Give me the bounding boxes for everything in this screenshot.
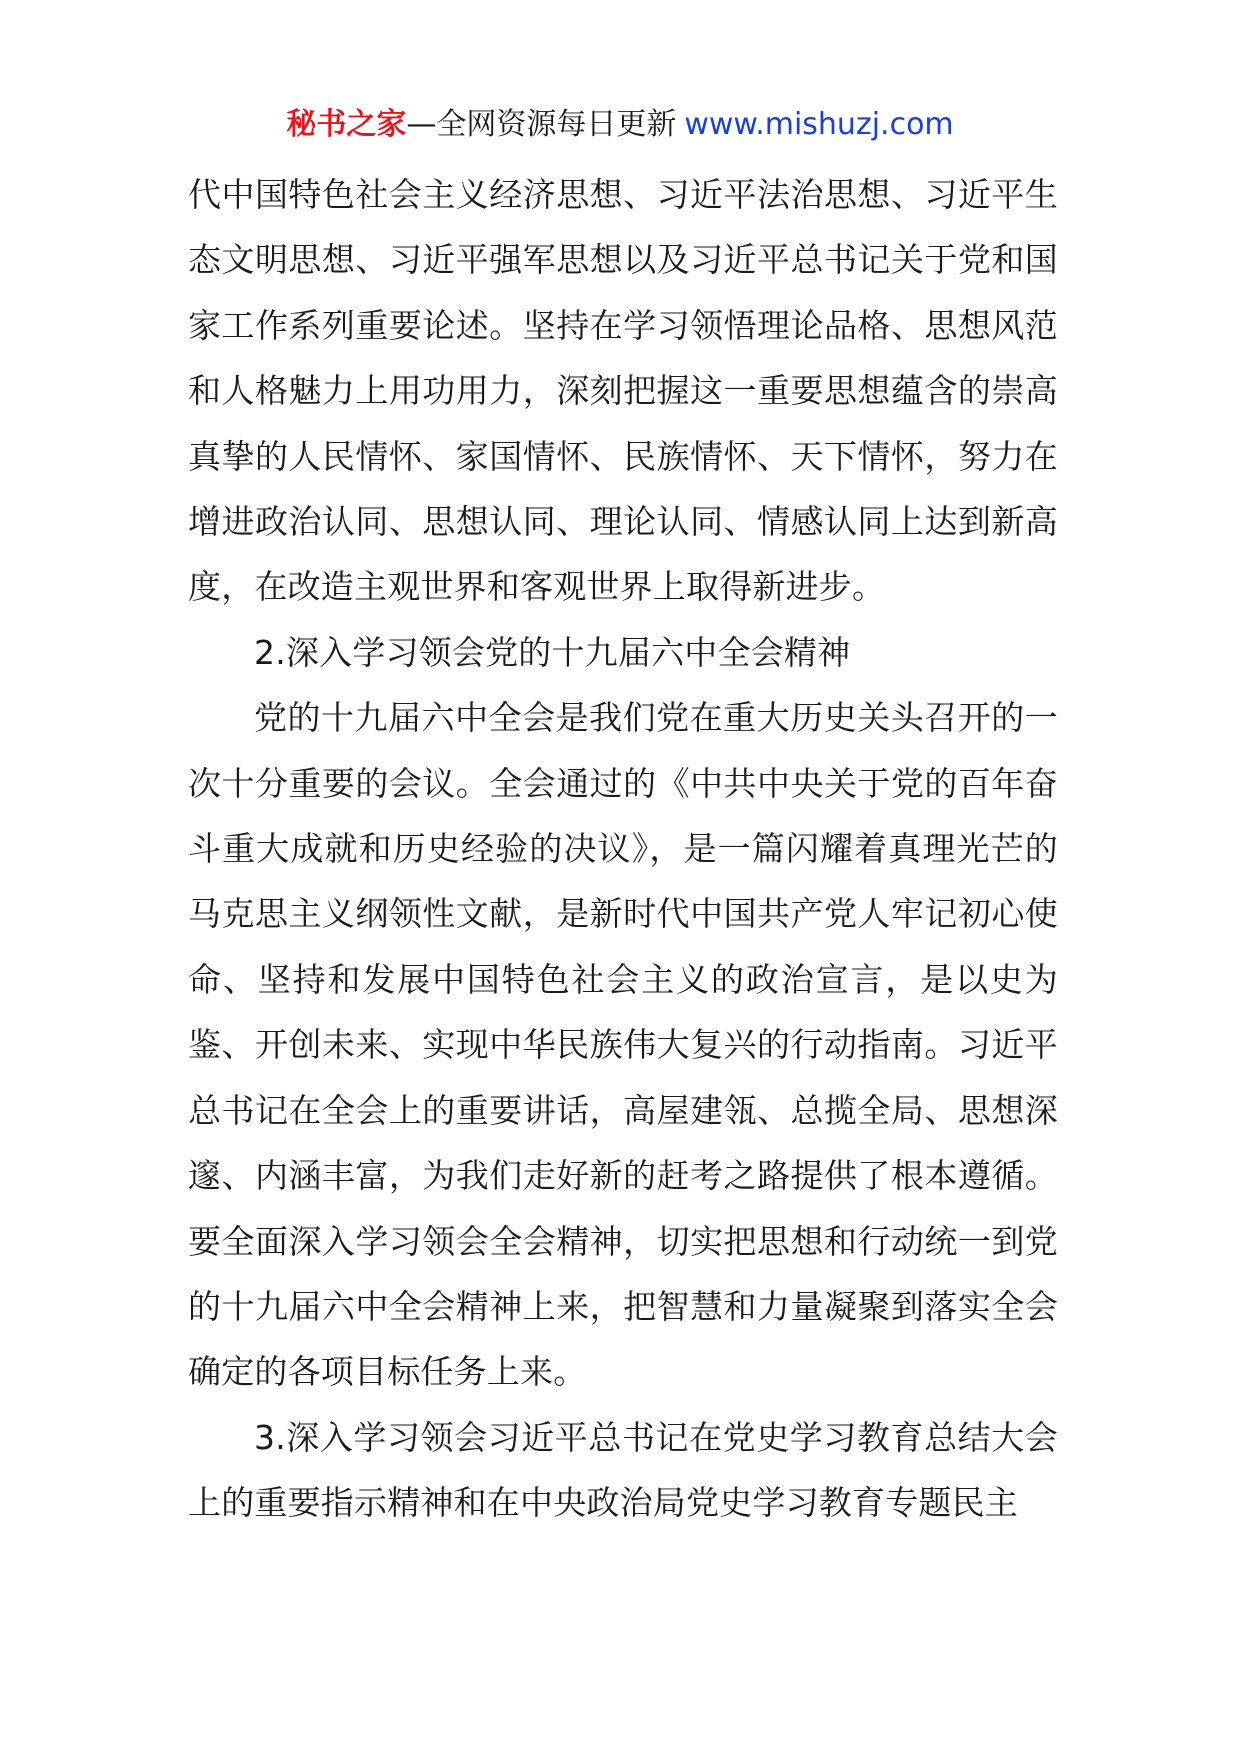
section-heading-3: 3.深入学习领会习近平总书记在党史学习教育总结大会上的重要指示精神和在中央政治局党史学习教育专题民主: [188, 1417, 1058, 1523]
site-url-link[interactable]: www.mishuzj.com: [684, 107, 954, 142]
header-tagline: —全网资源每日更新: [406, 107, 677, 142]
section-heading-2: 2.深入学习领会党的十九届六中全会精神: [254, 632, 851, 672]
paragraph-continuation: 代中国特色社会主义经济思想、习近平法治思想、习近平生态文明思想、习近平强军思想以及习近平总书记关于党和国家工作系列重要论述。坚持在学习领悟理论品格、思想风范和人格魅力上用功用力，深刻把握这一重要思想蕴含的崇高真挚的人民情怀、家国情怀、民族情怀、天下情怀，努力在增进政治认同、思想认同、理论认同、情感认同上达到新高度，在改造主观世界和客观世界上取得新进步。: [188, 175, 1058, 607]
paragraph-plenary-session: 党的十九届六中全会是我们党在重大历史关头召开的一次十分重要的会议。全会通过的《中共中央关于党的百年奋斗重大成就和历史经验的决议》，是一篇闪耀着真理光芒的马克思主义纲领性文献，是新时代中国共产党人牢记初心使命、坚持和发展中国特色社会主义的政治宣言，是以史为鉴、开创未来、实现中华民族伟大复兴的行动指南。习近平总书记在全会上的重要讲话，高屋建瓴、总揽全局、思想深邃、内涵丰富，为我们走好新的赶考之路提供了根本遵循。要全面深入学习领会全会精神，切实把思想和行动统一到党的十九届六中全会精神上来，把智慧和力量凝聚到落实全会确定的各项目标任务上来。: [188, 698, 1058, 1392]
page-header: [0, 100, 1240, 150]
document-body: [188, 162, 1058, 1536]
brand-name: 秘书之家: [286, 107, 407, 142]
